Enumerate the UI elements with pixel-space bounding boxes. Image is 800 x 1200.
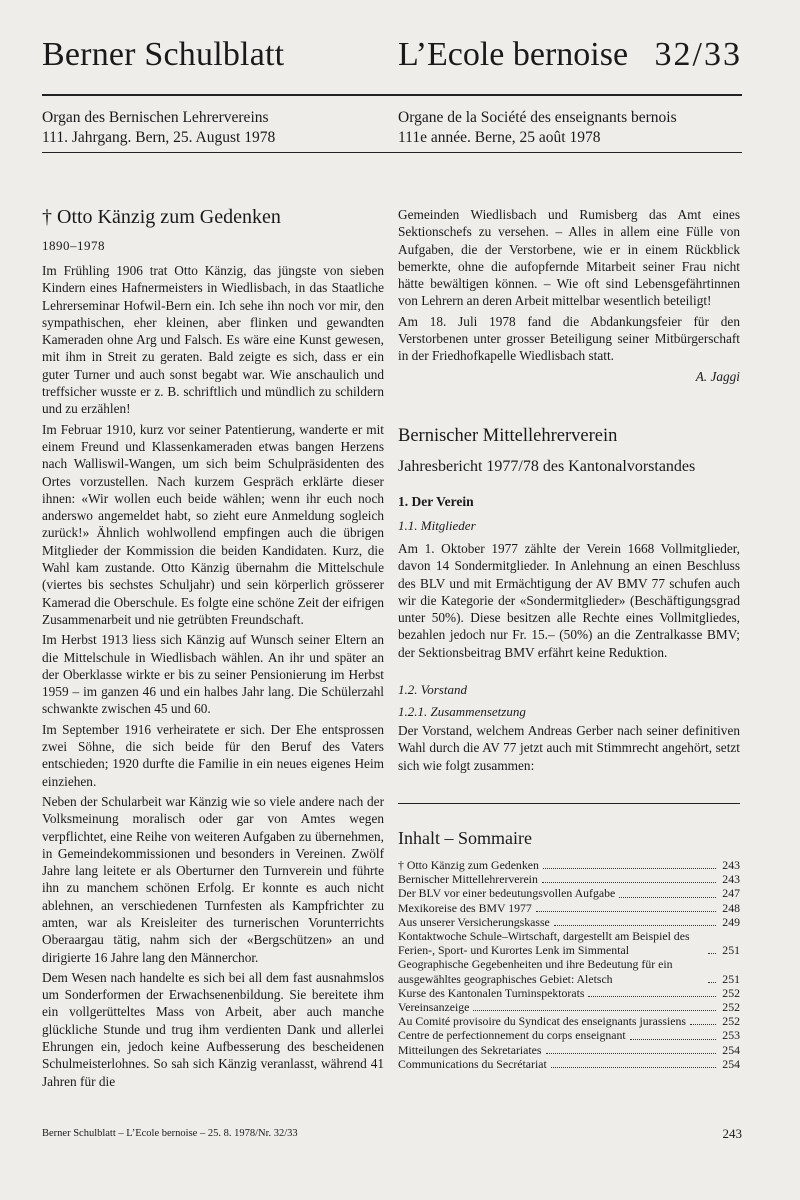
subhead-de-line2: 111. Jahrgang. Bern, 25. August 1978 — [42, 129, 276, 146]
toc-leader-dots — [473, 1010, 716, 1011]
obituary-continuation-paragraph: Gemeinden Wiedlisbach und Rumisberg das Amt eines Sektionschefs zu versehen. – Alles in allem eine Fülle von Aufgaben, die der Verstorbene, wie er in einem Rückblick bemerkte, ohne die aufopfernde Mitarbeit seiner Frau nicht hätte bewältigen können. – Wie oft sind Lebensgefährtinnen von Lehrern an deren Arbeit mittelbar wesentlich beteiligt! — [398, 207, 740, 309]
obituary-signature: A. Jaggi — [695, 368, 740, 384]
toc-leader-dots — [708, 953, 716, 954]
toc-entry-title: Communications du Secrétariat — [398, 1056, 547, 1071]
toc-leader-dots — [619, 897, 716, 898]
footer-line: Berner Schulblatt – L’Ecole bernoise – 25. 8. 1978/Nr. 32/33 — [42, 1128, 298, 1139]
toc-leader-dots — [708, 982, 716, 983]
toc-entry — [398, 915, 740, 929]
toc-entry — [398, 986, 740, 1000]
subhead-fr — [398, 108, 743, 148]
toc-entry-page: 243 — [722, 858, 740, 872]
toc-entry-title: Mitteilungen des Sekretariates — [398, 1042, 542, 1057]
toc-entry-page: 252 — [722, 1000, 740, 1015]
report-section-1: 1. Der Verein — [398, 494, 474, 509]
toc-entry — [398, 929, 740, 957]
obituary-continuation — [398, 206, 740, 385]
obituary-paragraph: Neben der Schularbeit war Känzig wie so viele andere nach der Volksmeinung moralisch oder gar von Amtes wegen verpflichtet, eine Reihe von weiteren Aufgaben zu übernehmen, in Gemeindekommissionen und besonders in Vereinen. Zwölf Jahre lang leitete er als Oberturner den Turnverein und führte ihn zu manchem schönen Erfolg. Er konnte es auch nicht ablehnen, an verschiedenen Turnfesten als Kampfrichter zu amten, war als Kreisleiter des turnerischen Vorunterrichts Oberaargau tätig, nahm sich der «Bergschützen» an und dirigierte 16 Jahre lang den Männerchor. — [42, 793, 384, 965]
masthead-rule — [42, 94, 742, 96]
toc-entry-title: Centre de perfectionnement du corps enseignant — [398, 1028, 626, 1043]
toc-entry-page: 243 — [722, 872, 740, 887]
toc-title: Inhalt – Sommaire — [398, 828, 532, 848]
toc-entry-page: 253 — [722, 1028, 740, 1043]
report-subsection-1-1: 1.1. Mitglieder — [398, 518, 476, 533]
toc-entry — [398, 886, 740, 900]
subhead-fr-line2: 111e année. Berne, 25 août 1978 — [398, 129, 601, 146]
obituary-years: 1890–1978 — [42, 238, 105, 253]
obituary-paragraph: Im Herbst 1913 liess sich Känzig auf Wunsch seiner Eltern an die Mittelschule in Wiedlisbach wählen. An ihr und später an der Oberklasse wirkte er bis zu seiner Pensionierung im Herbst 1959 – im ganzen 46 und ein halbes Jahr lang. Die Schülerzahl schwankte zwischen 45 und 60. — [42, 632, 384, 717]
toc-entry-title: Kurse des Kantonalen Turninspektorats — [398, 985, 585, 1000]
toc-entry — [398, 957, 740, 985]
toc-entry-page: 254 — [722, 1056, 740, 1071]
toc-leader-dots — [588, 996, 716, 997]
report-subheading: Jahresbericht 1977/78 des Kantonalvorstandes — [398, 458, 696, 475]
toc-entry — [398, 1000, 740, 1014]
toc-leader-dots — [551, 1067, 716, 1068]
toc-leader-dots — [690, 1024, 716, 1025]
obituary-paragraph: Dem Wesen nach handelte es sich bei all dem fast ausnahmslos um Sonderformen der Erwachsenenbildung. Sie bereitete ihm ein vollgerütteltes Mass von Arbeit, aber auch manche glückliche Stunde und trug ihm verdienten Dank und allerlei Ehrungen ein, jedoch keine Aufbesserung des bescheidenen Schulmeisterlohnes. So sah sich Känzig veranlasst, während 41 Jahren für die — [42, 969, 384, 1089]
obituary-body — [42, 262, 384, 1093]
toc-entry-title: Kontaktwoche Schule–Wirtschaft, dargestellt am Beispiel des Ferien-, Sport- und Kurortes Lenk im Simmental — [398, 929, 690, 958]
toc-entry-title: Au Comité provisoire du Syndicat des enseignants jurassiens — [398, 1014, 686, 1029]
subhead-de — [42, 108, 372, 148]
toc-rule — [398, 803, 740, 804]
masthead — [42, 36, 742, 76]
toc-entry-page: 254 — [722, 1042, 740, 1057]
obituary-continuation-paragraph: Am 18. Juli 1978 fand die Abdankungsfeier für den Verstorbenen unter grosser Beteiligung seiner Mitbürgerschaft in der Friedhofkapelle Wiedlisbach statt. — [398, 313, 740, 364]
subhead-fr-line1: Organe de la Société des enseignants bernois — [398, 109, 677, 126]
toc-entry — [398, 1043, 740, 1057]
subhead-rule — [42, 152, 742, 153]
toc-leader-dots — [546, 1053, 717, 1054]
toc-leader-dots — [630, 1039, 716, 1040]
report-members-text: Am 1. Oktober 1977 zählte der Verein 1668 Vollmitglieder, davon 14 Sondermitglieder. In Anlehnung an einen Beschluss des BLV und mit Ermächtigung der AV BMV 77 schufen auch wir die Kategorie der «Sondermitglieder» (Beschäftigungsgrad unter 50%). Diese besitzen alle Rechte eines Vollmitgliedes, bezahlen jedoch nur Fr. 15.– (50%) an die Zentralkasse BMV; der Sektionsbeitrag BMV erfährt keine Reduktion. — [398, 541, 740, 660]
toc-entry-title: Mexikoreise des BMV 1977 — [398, 900, 532, 915]
toc-leader-dots — [543, 868, 716, 869]
toc-entry — [398, 1028, 740, 1042]
report-heading: Bernischer Mittellehrerverein — [398, 426, 618, 446]
subhead-de-line1: Organ des Bernischen Lehrervereins — [42, 109, 269, 126]
obituary-title: † Otto Känzig zum Gedenken — [42, 206, 281, 228]
toc-entry-title: Der BLV vor einer bedeutungsvollen Aufgabe — [398, 886, 616, 901]
toc-entry-page: 249 — [722, 914, 740, 929]
toc-entry-page: 251 — [722, 943, 740, 958]
toc-entry-page: 252 — [722, 985, 740, 1000]
toc-entry-page: 248 — [722, 900, 740, 915]
toc-entry-page: 251 — [722, 971, 740, 986]
toc-entry-title: † Otto Känzig zum Gedenken — [398, 858, 539, 872]
toc-entry-title: Aus unserer Versicherungskasse — [398, 914, 550, 929]
toc-entry — [398, 1014, 740, 1028]
toc-entry — [398, 858, 740, 872]
obituary-paragraph: Im Februar 1910, kurz vor seiner Patentierung, wanderte er mit einem Freund und Klassenkameraden etwas bangen Herzens nach Walliswil-Wangen, um sich beim Schulpräsidenten des Ortes vorzustellen. Nach kurzem Gespräch erklärte dieser ihnen: «Wir wollen euch beide wählen; wenn ihr euch noch anderswo angemeldet habt, so zieht eure Anmeldung sogleich zurück!» Ähnlich wohlwollend empfingen auch die übrigen Mitglieder der Kommission die beiden Kandidaten. Kurz, die Wahl kam zustande. Otto Känzig übernahm die Mittelschule (viertes bis sechstes Schuljahr) und sein körperlich grösserer Kamerad die Oberschule. Es folgte eine schöne Zeit der eifrigen Zusammenarbeit und nie getrübten Freundschaft. — [42, 421, 384, 627]
toc-entry — [398, 901, 740, 915]
issue-number: 32/33 — [654, 36, 742, 73]
masthead-title-de: Berner Schulblatt — [42, 36, 285, 73]
page-number: 243 — [722, 1126, 742, 1141]
obituary-paragraph: Im September 1916 verheiratete er sich. Der Ehe entsprossen zwei Söhne, die sich beide für den Beruf des Vaters entschieden; 1920 durfte die Familie in ein neues eigenes Heim einziehen. — [42, 721, 384, 789]
toc-entry — [398, 1057, 740, 1071]
report-subsection-1-2-1: 1.2.1. Zusammensetzung — [398, 704, 526, 719]
toc-entry-title: Vereinsanzeige — [398, 1000, 470, 1015]
toc-entry-title: Geographische Gegebenheiten und ihre Bedeutung für ein ausgewähltes geographisches Gebiet: Aletsch — [398, 957, 673, 986]
toc-entry-title: Bernischer Mittellehrerverein — [398, 872, 538, 887]
toc-entry-page: 252 — [722, 1014, 740, 1029]
report-subsection-1-2: 1.2. Vorstand — [398, 682, 467, 697]
toc-entry-page: 247 — [722, 886, 740, 901]
toc-leader-dots — [542, 882, 716, 883]
masthead-title-fr: L’Ecole bernoise — [398, 36, 629, 73]
toc-leader-dots — [554, 925, 716, 926]
obituary-paragraph: Im Frühling 1906 trat Otto Känzig, das jüngste von sieben Kindern eines Hafnermeisters in Wiedlisbach, in das Staatliche Lehrerseminar Hofwil-Bern ein. Ich sehe ihn noch vor mir, den sympathischen, eher kleinen, aber flinken und gewandten Kameraden ohne Arg und Falsch. Es wäre eine Kunst gewesen, mit ihm in Streit zu geraten. Bald zeigte es sich, dass er ein guter Turner und auch sonst begabt war. Wie anschaulich und treffsicher wusste er z. B. schriftlich und mündlich zu schildern und zu erzählen! — [42, 263, 384, 417]
table-of-contents — [398, 858, 740, 1071]
report-board-text: Der Vorstand, welchem Andreas Gerber nach seiner definitiven Wahl durch die AV 77 jetzt auch mit Stimmrecht angehört, setzt sich wie folgt zusammen: — [398, 723, 740, 773]
toc-entry — [398, 872, 740, 886]
toc-leader-dots — [536, 911, 716, 912]
